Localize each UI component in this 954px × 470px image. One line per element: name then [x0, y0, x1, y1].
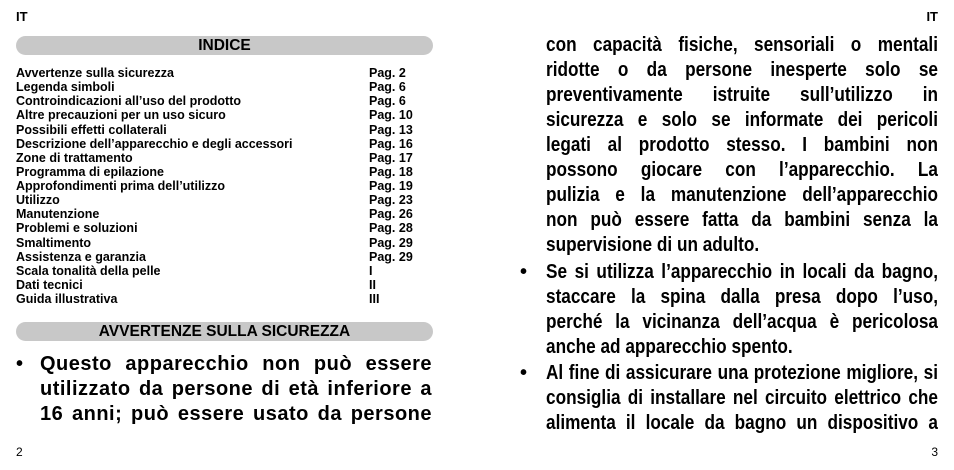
toc-entry-page: II	[369, 277, 376, 292]
toc-row	[16, 236, 433, 250]
toc-entry-page: Pag. 6	[369, 80, 406, 95]
safety-title: AVVERTENZE SULLA SICUREZZA	[98, 323, 351, 340]
text-line: staccare la spina dalla presa dopo l’uso,	[546, 285, 938, 308]
toc-entry-page: Pag. 29	[369, 249, 413, 264]
page-number-left: 2	[16, 445, 23, 459]
toc-row	[16, 193, 433, 207]
text-line: supervisione di un adulto.	[546, 233, 760, 256]
toc-row	[16, 292, 433, 306]
toc-entry-title: Problemi e soluzioni	[16, 221, 138, 236]
toc-row	[16, 108, 433, 122]
bathroom-warning-paragraph	[546, 260, 938, 360]
age-warning-paragraph	[40, 352, 432, 427]
toc-row	[16, 221, 433, 235]
text-line: consiglia di installare nel circuito elettrico che	[546, 386, 938, 409]
language-label-right: IT	[926, 9, 938, 24]
protection-advice-paragraph	[546, 361, 938, 436]
toc-entry-page: Pag. 17	[369, 150, 413, 165]
text-line: ridotte o da persone inesperte solo se	[546, 58, 938, 81]
toc-entry-title: Altre precauzioni per un uso sicuro	[16, 108, 226, 123]
bullet-marker: •	[16, 353, 24, 375]
toc-row	[16, 151, 433, 165]
toc-entry-page: Pag. 26	[369, 207, 413, 222]
bullet-marker: •	[520, 361, 528, 384]
text-line: preventivamente istruite sull’utilizzo in	[546, 83, 938, 106]
toc-entry-title: Possibili effetti collaterali	[16, 122, 167, 137]
index-title: INDICE	[198, 37, 251, 54]
continuation-paragraph	[546, 33, 938, 258]
toc-row	[16, 278, 433, 292]
text-line: 16 anni; può essere usato da persone	[40, 403, 432, 425]
toc-entry-title: Dati tecnici	[16, 277, 83, 292]
text-line: legati al prodotto stesso. I bambini non	[546, 133, 938, 156]
right-page-text	[546, 33, 938, 436]
safety-section-header	[16, 322, 433, 341]
toc-row	[16, 207, 433, 221]
toc-row	[16, 94, 433, 108]
toc-entry-page: Pag. 10	[369, 108, 413, 123]
toc-entry-page: Pag. 16	[369, 136, 413, 151]
toc-row	[16, 80, 433, 94]
toc-entry-page: Pag. 18	[369, 164, 413, 179]
toc-entry-title: Scala tonalità della pelle	[16, 263, 161, 278]
text-line: Al fine di assicurare una protezione migliore, si	[546, 361, 938, 384]
index-section-header	[16, 36, 433, 55]
text-line: anche ad apparecchio spento.	[546, 335, 793, 358]
toc-entry-title: Zone di trattamento	[16, 150, 133, 165]
toc-entry-title: Utilizzo	[16, 193, 60, 208]
text-line: utilizzato da persone di età inferiore a	[40, 378, 432, 400]
toc-entry-page: Pag. 2	[369, 66, 406, 80]
toc-row	[16, 123, 433, 137]
page-number-right: 3	[931, 445, 938, 459]
text-line: non può essere fatta da bambini senza la	[546, 208, 938, 231]
text-line: con capacità fisiche, sensoriali o mentali	[546, 33, 938, 56]
toc-entry-page: Pag. 29	[369, 235, 413, 250]
text-line: Questo apparecchio non può essere	[40, 353, 432, 375]
bullet-marker: •	[520, 260, 528, 283]
toc-row	[16, 179, 433, 193]
text-line: alimenta il locale da bagno un dispositivo a	[546, 411, 938, 434]
toc-row	[16, 137, 433, 151]
toc-entry-title: Descrizione dell’apparecchio e degli accessori	[16, 136, 293, 151]
text-line: pulizia e la manutenzione dell’apparecchio	[546, 183, 938, 206]
text-line: perché la vicinanza dell’acqua è pericolosa	[546, 310, 938, 333]
toc-entry-page: I	[369, 263, 373, 278]
toc-entry-page: Pag. 28	[369, 221, 413, 236]
toc-entry-page: Pag. 6	[369, 94, 406, 109]
toc-entry-page: III	[369, 292, 380, 306]
text-line: possono giocare con l’apparecchio. La	[546, 158, 938, 181]
table-of-contents	[16, 66, 433, 306]
toc-row	[16, 66, 433, 80]
language-label-left: IT	[16, 9, 28, 24]
toc-entry-title: Manutenzione	[16, 207, 100, 222]
toc-entry-title: Controindicazioni all’uso del prodotto	[16, 94, 241, 109]
toc-row	[16, 250, 433, 264]
toc-entry-title: Legenda simboli	[16, 80, 115, 95]
toc-row	[16, 165, 433, 179]
toc-entry-title: Smaltimento	[16, 235, 92, 250]
text-line: sicurezza e solo se informate dei pericoli	[546, 108, 938, 131]
toc-entry-title: Assistenza e garanzia	[16, 249, 146, 264]
toc-entry-title: Guida illustrativa	[16, 292, 118, 306]
toc-entry-title: Avvertenze sulla sicurezza	[16, 66, 174, 80]
toc-row	[16, 264, 433, 278]
text-line: Se si utilizza l’apparecchio in locali da bagno,	[546, 260, 938, 283]
toc-entry-title: Approfondimenti prima dell’utilizzo	[16, 179, 226, 193]
toc-entry-page: Pag. 13	[369, 122, 413, 137]
toc-entry-title: Programma di epilazione	[16, 164, 164, 179]
toc-entry-page: Pag. 23	[369, 193, 413, 208]
toc-entry-page: Pag. 19	[369, 179, 413, 193]
